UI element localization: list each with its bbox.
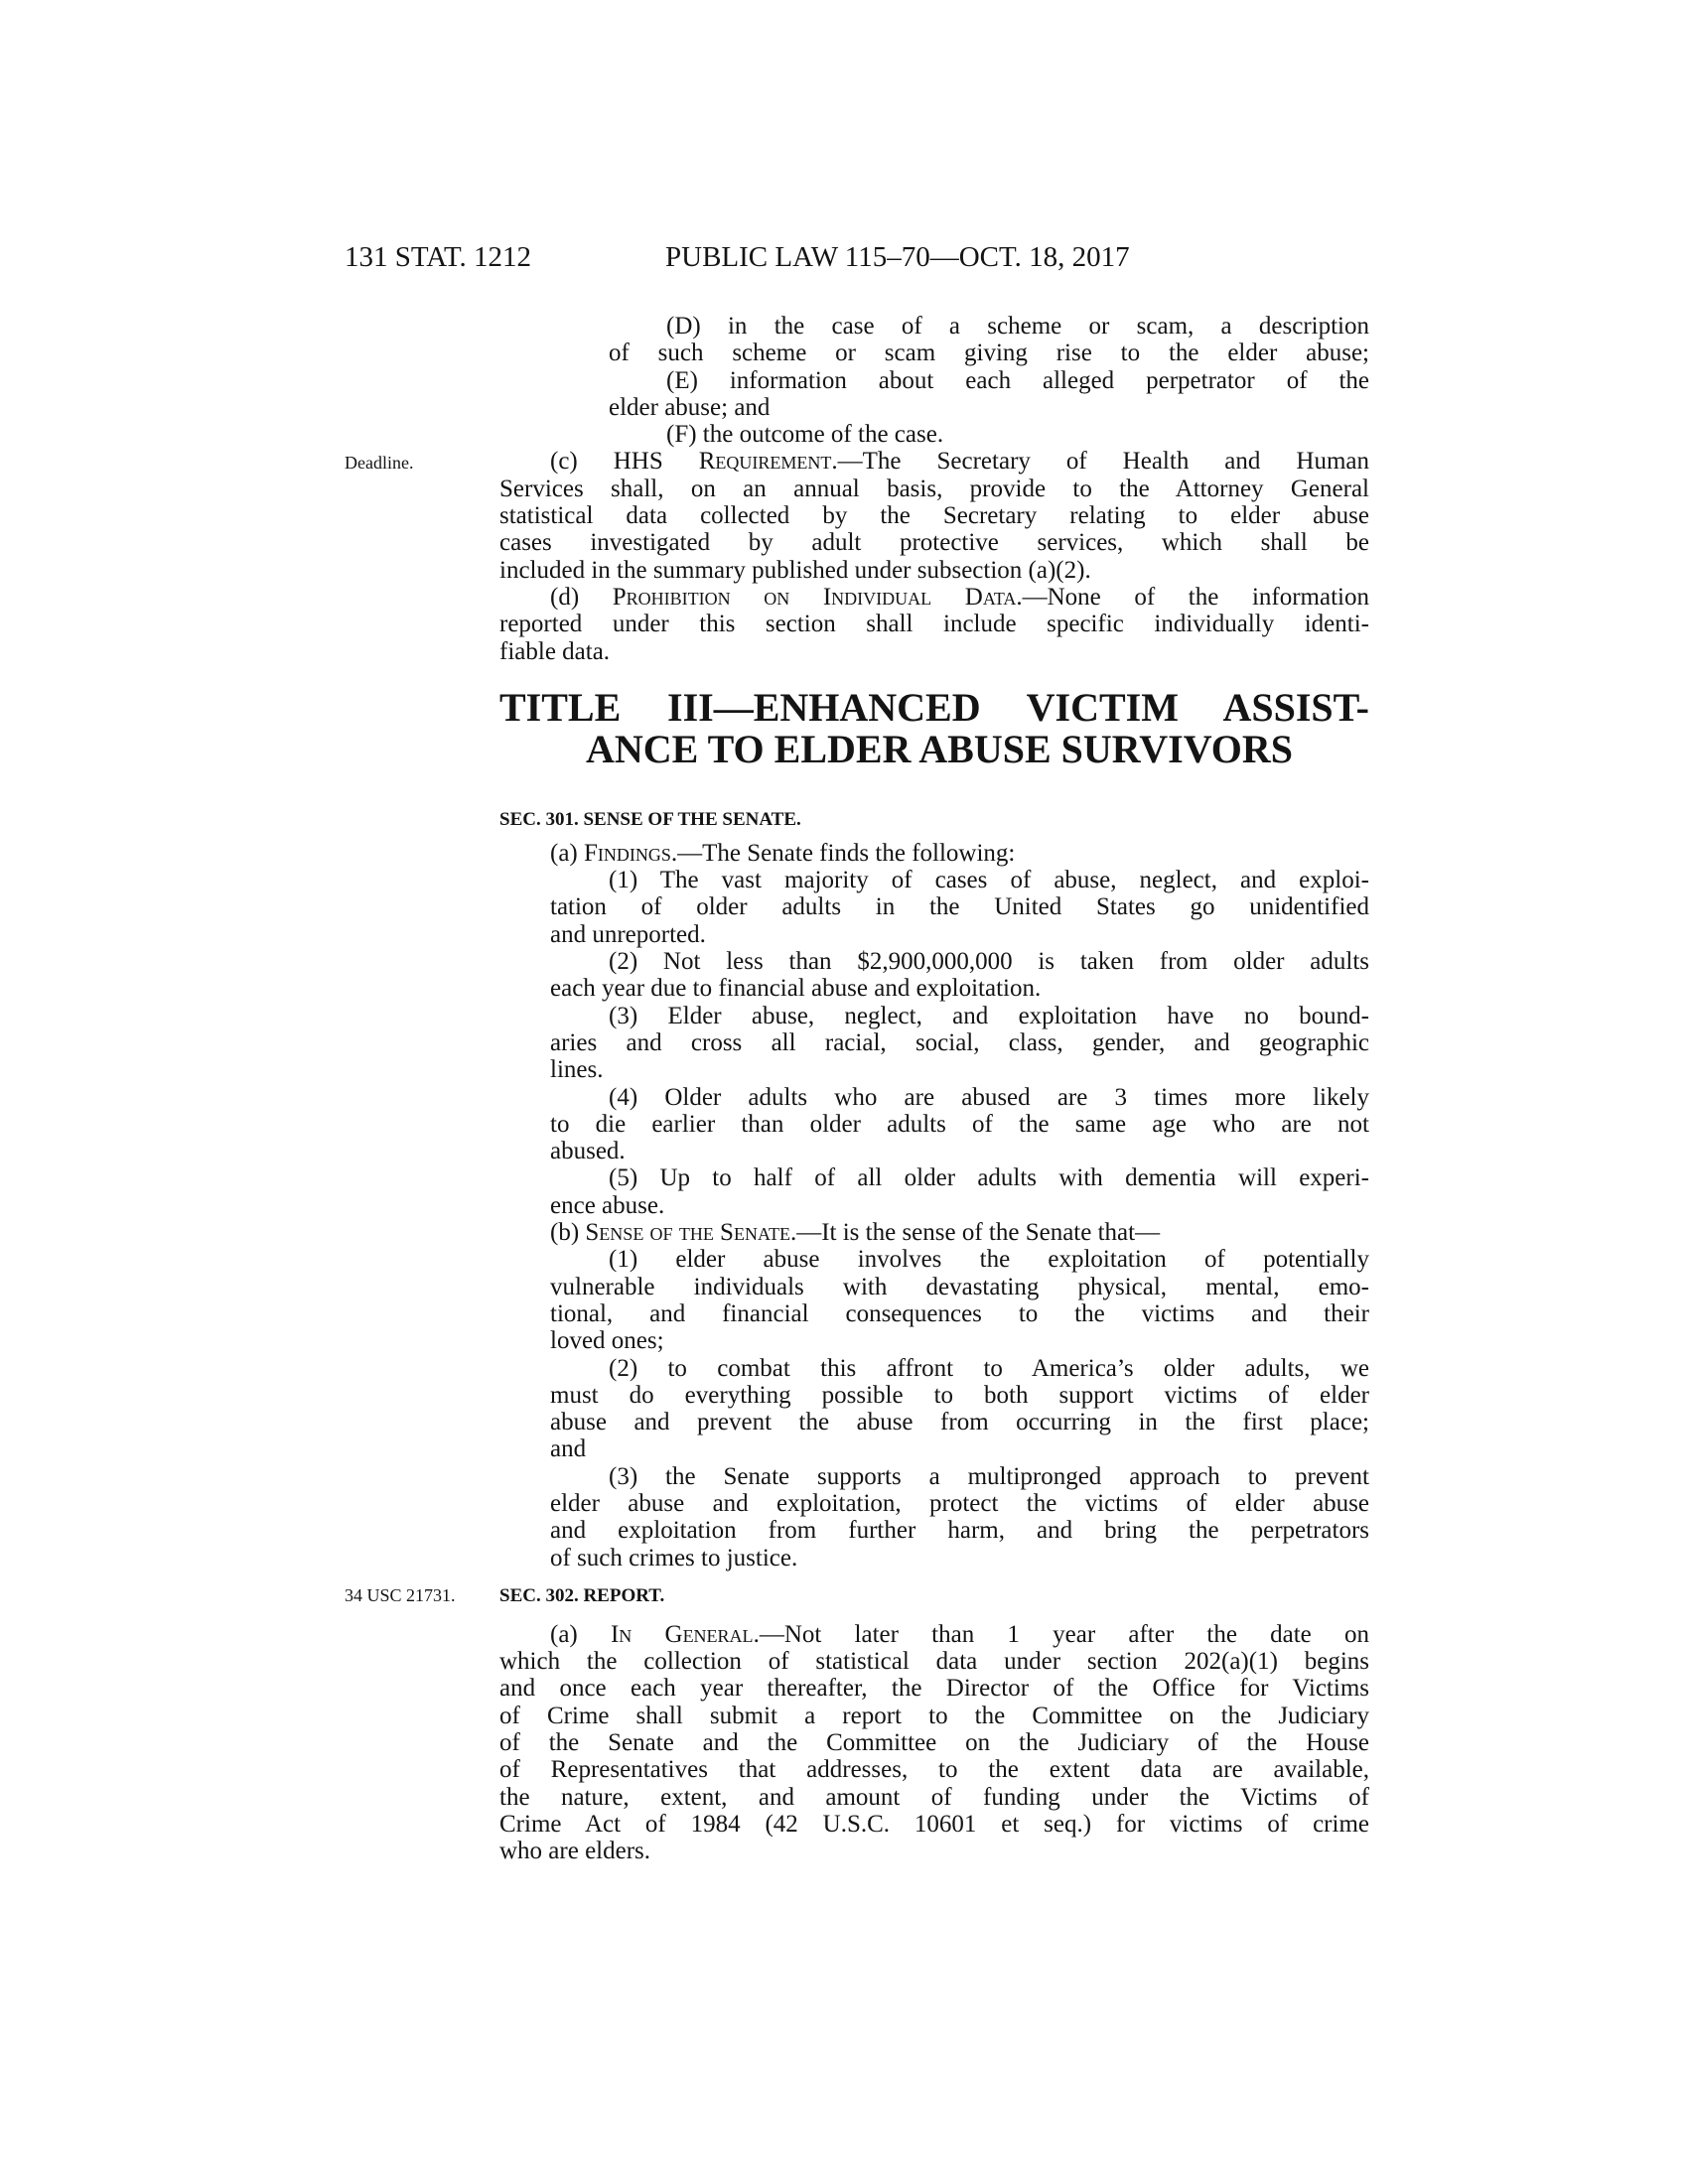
running-header bbox=[0, 241, 1688, 281]
text: .—Not later than 1 year after the date on bbox=[753, 1620, 1369, 1648]
subsection-b-heading-line bbox=[499, 1219, 1369, 1246]
sense-list bbox=[499, 1246, 1369, 1571]
text-line: (1) The vast majority of cases of abuse, neglect, and exploi- bbox=[609, 867, 1369, 894]
text-line: and bbox=[550, 1435, 587, 1463]
public-law-citation: PUBLIC LAW 115–70—OCT. 18, 2017 bbox=[665, 241, 1130, 273]
section-301-heading: SEC. 301. SENSE OF THE SENATE. bbox=[499, 808, 801, 830]
text-line: statistical data collected by the Secretary relating to elder abuse bbox=[499, 502, 1369, 530]
text-line: (1) elder abuse involves the exploitation of potentially bbox=[609, 1246, 1369, 1274]
text: (b) bbox=[550, 1219, 586, 1247]
text-line: loved ones; bbox=[550, 1327, 664, 1355]
text-line: (5) Up to half of all older adults with dementia will experi- bbox=[609, 1164, 1369, 1192]
text-line: (F) the outcome of the case. bbox=[666, 421, 944, 449]
text-line: which the collection of statistical data under section 202(a)(1) begins bbox=[499, 1648, 1369, 1676]
subsection-d-heading-line bbox=[499, 584, 1369, 611]
text-line: fiable data. bbox=[499, 637, 611, 665]
subsection-a-heading-line bbox=[499, 1621, 1369, 1648]
text-line: the nature, extent, and amount of funding under the Victims of bbox=[499, 1783, 1369, 1811]
title-heading bbox=[499, 684, 1369, 771]
text-line: tation of older adults in the United States go unidentified bbox=[550, 893, 1369, 921]
text-line: aries and cross all racial, social, class, gender, and geographic bbox=[550, 1028, 1369, 1056]
subsection-heading: Findings bbox=[584, 839, 671, 867]
text-line: to die earlier than older adults of the same age who are not bbox=[550, 1110, 1369, 1138]
text-line: elder abuse; and bbox=[609, 393, 771, 421]
margin-note-usc: 34 USC 21731. bbox=[345, 1584, 456, 1605]
text: (a) bbox=[550, 1620, 611, 1648]
text: .—It is the sense of the Senate that— bbox=[789, 1219, 1161, 1247]
text-line: who are elders. bbox=[499, 1838, 651, 1865]
subsection-c-heading-line bbox=[345, 448, 1369, 476]
text-line: elder abuse and exploitation, protect the victims of elder abuse bbox=[550, 1489, 1369, 1517]
text-line: abused. bbox=[550, 1138, 626, 1165]
text-line: (3) Elder abuse, neglect, and exploitation have no bound- bbox=[609, 1002, 1369, 1029]
text: .—None of the information bbox=[1016, 583, 1369, 611]
text-line: of such crimes to justice. bbox=[550, 1544, 798, 1571]
text-line: each year due to financial abuse and exploitation. bbox=[550, 975, 1042, 1003]
text-line: and exploitation from further harm, and bring the perpetrators bbox=[550, 1517, 1369, 1545]
text-line: vulnerable individuals with devastating physical, mental, emo- bbox=[550, 1273, 1369, 1300]
statute-page-number: 131 STAT. 1212 bbox=[345, 241, 532, 273]
text-line: abuse and prevent the abuse from occurring in the first place; bbox=[550, 1409, 1369, 1436]
text-line: (D) in the case of a scheme or scam, a description bbox=[666, 313, 1369, 340]
text-line: (E) information about each alleged perpetrator of the bbox=[666, 366, 1369, 394]
text: (a) bbox=[550, 839, 584, 867]
text-line: of Representatives that addresses, to the extent data are available, bbox=[499, 1756, 1369, 1784]
margin-note-deadline: Deadline. bbox=[345, 453, 414, 474]
text-line: tional, and financial consequences to the victims and their bbox=[550, 1299, 1369, 1327]
subsection-heading: Sense of the Senate bbox=[585, 1219, 790, 1247]
text-line: included in the summary published under subsection (a)(2). bbox=[499, 556, 1091, 584]
report-paragraph bbox=[499, 1648, 1369, 1864]
subsection-heading: Prohibition on Individual Data bbox=[612, 583, 1017, 611]
title-line: ANCE TO ELDER ABUSE SURVIVORS bbox=[585, 726, 1294, 771]
text-line: of Crime shall submit a report to the Committee on the Judiciary bbox=[499, 1702, 1369, 1729]
text: .—The Secretary of Health and Human bbox=[831, 448, 1369, 476]
subsection-a-heading-line bbox=[499, 840, 1369, 867]
text: (d) bbox=[550, 583, 613, 611]
text-line: must do everything possible to both support victims of elder bbox=[550, 1381, 1369, 1409]
text-line: (2) to combat this affront to America’s older adults, we bbox=[609, 1354, 1369, 1382]
subsection-heading: Requirement bbox=[698, 448, 832, 476]
text-line: Crime Act of 1984 (42 U.S.C. 10601 et seq.) for victims of crime bbox=[499, 1810, 1369, 1838]
section-302-heading: SEC. 302. REPORT. bbox=[499, 1584, 665, 1606]
text-line: ence abuse. bbox=[550, 1191, 665, 1219]
findings-list bbox=[499, 867, 1369, 1219]
text-line: reported under this section shall include specific individually identi- bbox=[499, 611, 1369, 638]
text-column bbox=[345, 313, 1369, 1865]
text-line: (3) the Senate supports a multipronged approach to prevent bbox=[609, 1462, 1369, 1490]
text-line: lines. bbox=[550, 1056, 604, 1084]
text-line: of such scheme or scam giving rise to the elder abuse; bbox=[609, 340, 1369, 367]
text-line: Services shall, on an annual basis, provide to the Attorney General bbox=[499, 475, 1369, 502]
text-line: of the Senate and the Committee on the Judiciary of the House bbox=[499, 1729, 1369, 1757]
text-line: cases investigated by adult protective services, which shall be bbox=[499, 529, 1369, 557]
section-302-heading-line bbox=[345, 1582, 1369, 1609]
text-line: and unreported. bbox=[550, 920, 706, 948]
text-line: and once each year thereafter, the Director of the Office for Victims bbox=[499, 1675, 1369, 1703]
text-line: (4) Older adults who are abused are 3 times more likely bbox=[609, 1083, 1369, 1111]
text: (c) HHS bbox=[550, 448, 699, 476]
text: .—The Senate finds the following: bbox=[670, 839, 1016, 867]
subsection-heading: In General bbox=[610, 1620, 754, 1648]
text-line: (2) Not less than $2,900,000,000 is taken from older adults bbox=[609, 948, 1369, 976]
title-line: TITLE III—ENHANCED VICTIM ASSIST- bbox=[499, 684, 1369, 730]
